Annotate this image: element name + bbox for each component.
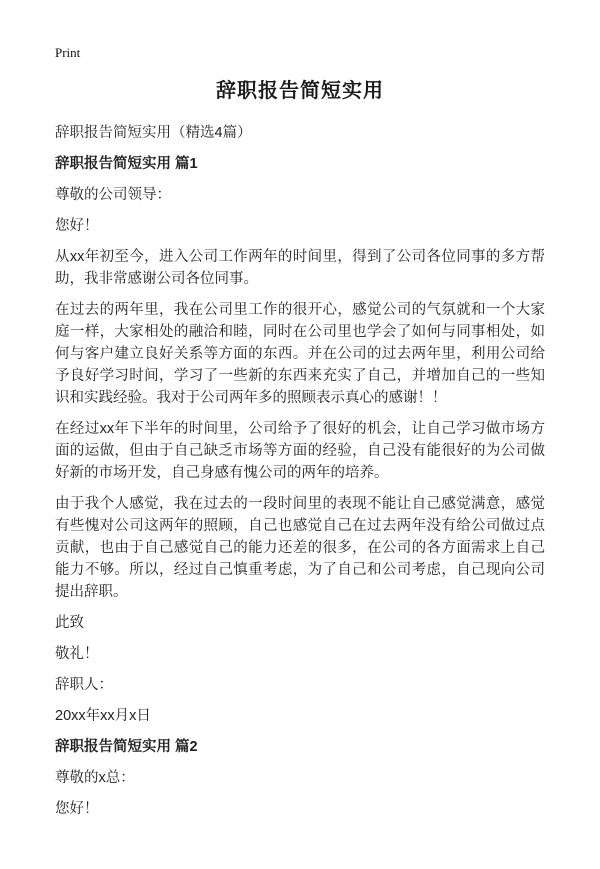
section-1-signer-label: 辞职人：: [55, 677, 113, 693]
section-1-paragraph-3: 在经过xx年下半年的时间里，公司给予了很好的机会，让自己学习做市场方面的运做，但由于自己缺乏市场等方面的经验，自己没有能很好的为公司做好新的市场开发，自己身感有愧公司的两年的培养。: [55, 421, 545, 481]
page-title: 辞职报告简短实用: [216, 80, 384, 102]
section-1-salutation: 尊敬的公司领导：: [55, 187, 171, 203]
section-1-greeting: 您好！: [55, 218, 99, 234]
section-1-closing-cizhi: 此致: [55, 615, 84, 631]
section-1-paragraph-4: 由于我个人感觉，我在过去的一段时间里的表现不能让自己感觉满意，感觉有些愧对公司这两年的照顾，自己也感觉自己在过去两年没有给公司做过点贡献，也由于自己感觉自己的能力还差的很多，在公司的各方面需求上自己能力不够。所以，经过自己慎重考虑，为了自己和公司考虑，自己现向公司提出辞职。: [55, 496, 545, 600]
section-1-date-line: 20xx年xx月x日: [55, 708, 151, 724]
section-1-paragraph-1: 从xx年初至今，进入公司工作两年的时间里，得到了公司各位同事的多方帮助，我非常感谢公司各位同事。: [55, 249, 545, 287]
section-1-closing-jingli: 敬礼！: [55, 646, 99, 662]
section-2-heading: 辞职报告简短实用 篇2: [55, 739, 198, 755]
print-button[interactable]: Print: [55, 45, 81, 60]
section-1-heading: 辞职报告简短实用 篇1: [55, 156, 198, 172]
section-2-greeting: 您好！: [55, 801, 99, 817]
section-2-salutation: 尊敬的x总：: [55, 770, 135, 786]
section-1-paragraph-2: 在过去的两年里，我在公司里工作的很开心，感觉公司的气氛就和一个大家庭一样，大家相处的融洽和睦，同时在公司里也学会了如何与同事相处，如何与客户建立良好关系等方面的东西。并在公司的过去两年里，利用公司给予良好学习时间，学习了一些新的东西来充实了自己，并增加自己的一些知识和实践经验。我对于公司两年多的照顾表示真心的感谢！！: [55, 302, 545, 406]
doc-subtitle: 辞职报告简短实用（精选4篇）: [55, 125, 252, 141]
